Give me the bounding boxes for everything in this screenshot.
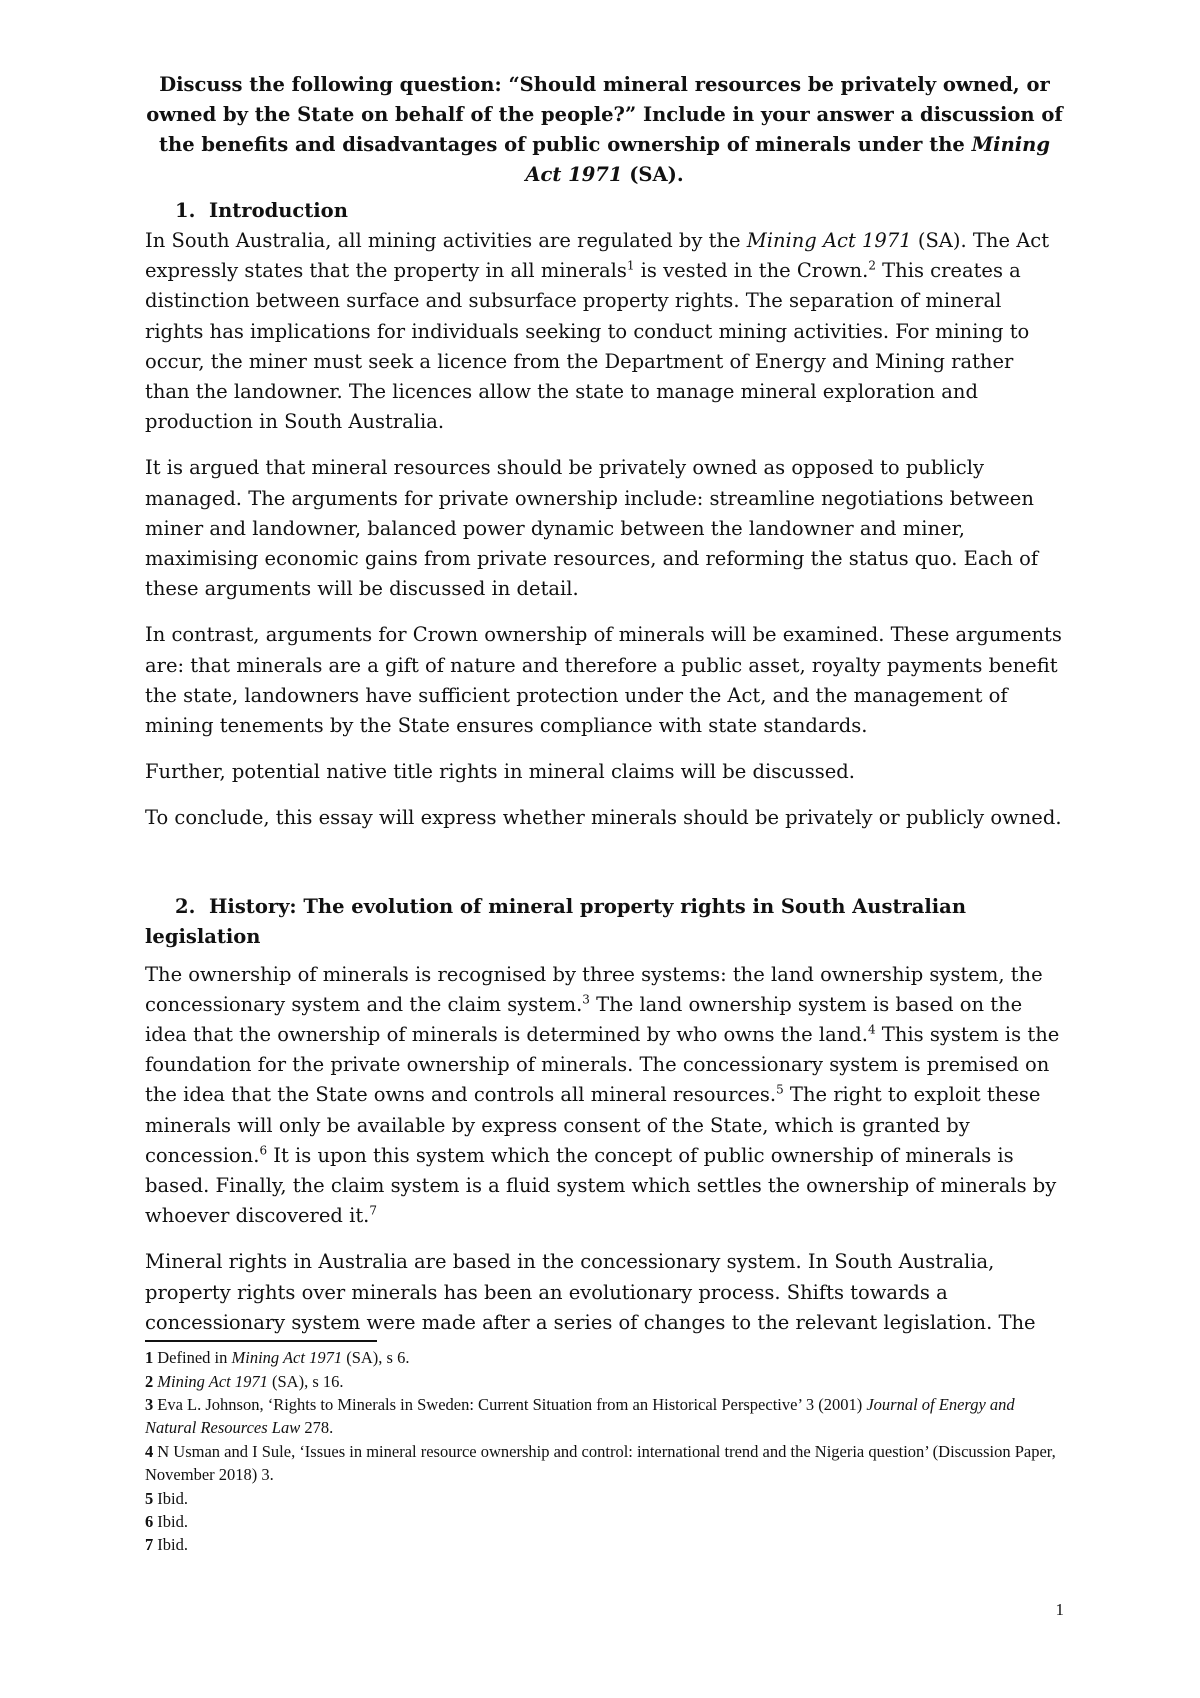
footnote-ref-6[interactable]: 6 (259, 1143, 268, 1158)
text-run: The land ownership system is based on the idea that the ownership of minerals is determined by who owns the land. (145, 992, 1023, 1047)
footnote-4 (145, 1440, 1064, 1487)
section-2-heading (145, 892, 1064, 952)
section-1-heading (145, 196, 1064, 226)
footnote-6 (145, 1510, 1064, 1533)
title-text: Discuss the following question: “Should mineral resources be privately owned, or owned by the State on behalf of the people?” Include in your answer a discussion of the benefits and disadvantages of public ownership of minerals under the (146, 73, 1063, 156)
intro-paragraph-5: To conclude, this essay will express whether minerals should be privately or publicly owned. (145, 806, 1062, 830)
intro-paragraph-3: In contrast, arguments for Crown ownership of minerals will be examined. These arguments are: that minerals are a gift of nature and therefore a public asset, royalty payments benefit the state, landowners have sufficient protection under the Act, and the management of mining tenements by the State ensures compliance with state standards. (145, 623, 1062, 738)
intro-paragraph-4: Further, potential native title rights in mineral claims will be discussed. (145, 760, 855, 784)
text-run: Defined in (157, 1348, 232, 1368)
footnote-ref-4[interactable]: 4 (867, 1022, 876, 1037)
page-number: 1 (1055, 1600, 1064, 1619)
section-1-number: 1. (175, 199, 196, 222)
journal-name: Journal of Energy and Natural Resources Law (145, 1394, 1015, 1438)
footnote-separator (145, 1340, 377, 1342)
footnote-2 (145, 1370, 1064, 1393)
footnote-3 (145, 1393, 1064, 1440)
text-run: N Usman and I Sule, ‘Issues in mineral resource ownership and control: international trend and the Nigeria question’ (Discussion Paper, November 2018) 3. (145, 1441, 1056, 1485)
footnote-ref-2[interactable]: 2 (868, 258, 876, 273)
text-run: In South Australia, all mining activities are regulated by the (145, 229, 747, 252)
footnote-number: 6 (145, 1511, 154, 1531)
history-paragraph-2: Mineral rights in Australia are based in the concessionary system. In South Australia, property rights over minerals has been an evolutionary process. Shifts towards a concessionary system were made after a series of changes to the relevant legislation. The (145, 1250, 1036, 1334)
section-1-heading-text: Introduction (209, 199, 348, 222)
text-run: Ibid. (157, 1488, 188, 1508)
text-run: 278. (300, 1418, 334, 1438)
text-run: is vested in the Crown. (634, 259, 869, 283)
act-name: Mining Act 1971 (231, 1348, 343, 1368)
text-run: (SA), s 16. (267, 1371, 344, 1391)
footnote-number: 2 (145, 1371, 154, 1391)
footnote-1 (145, 1346, 1064, 1369)
footnote-number: 5 (145, 1488, 154, 1508)
text-run: (SA). The Act expressly states that the property in all minerals (145, 229, 1050, 283)
text-run: The ownership of minerals is recognised by three systems: the land ownership system, the concessionary system and the claim system. (145, 962, 1043, 1016)
text-run: Eva L. Johnson, ‘Rights to Minerals in Sweden: Current Situation from an Historical Perspective’ 3 (2001) (157, 1394, 867, 1414)
act-name: Mining Act 1971 (157, 1371, 268, 1391)
footnote-number: 3 (145, 1394, 154, 1414)
footnote-ref-3[interactable]: 3 (582, 992, 590, 1007)
footnote-5 (145, 1487, 1064, 1510)
title-tail: (SA). (622, 163, 684, 186)
text-run: Ibid. (157, 1511, 188, 1531)
footnote-7 (145, 1533, 1064, 1556)
text-run: It is upon this system which the concept of public ownership of minerals is based. Finally, the claim system is a fluid system which settles the ownership of minerals by whoever discovered it. (145, 1143, 1057, 1228)
intro-paragraph-2: It is argued that mineral resources should be privately owned as opposed to publicly managed. The arguments for private ownership include: streamline negotiations between miner and landowner, balanced power dynamic between the landowner and miner, maximising economic gains from private resources, and reforming the status quo. Each of these arguments will be discussed in detail. (145, 456, 1039, 601)
footnote-ref-5[interactable]: 5 (776, 1082, 784, 1097)
footnote-ref-1[interactable]: 1 (626, 258, 635, 273)
text-run: (SA), s 6. (342, 1348, 410, 1368)
act-name: Mining Act 1971 (746, 229, 912, 252)
footnotes (145, 1346, 1064, 1557)
essay-question-title (145, 70, 1064, 190)
text-run: The right to exploit these minerals will only be available by express consent of the State, which is granted by concession. (145, 1083, 1041, 1167)
text-run: This creates a distinction between surface and subsurface property rights. The separation of mineral rights has implications for individuals seeking to conduct mining activities. For mining to occur, the miner must seek a licence from the Department of Energy and Mining rather than the landowner. The licences allow the state to manage mineral exploration and production in South Australia. (145, 259, 1030, 434)
section-2-number: 2. (175, 894, 196, 918)
footnote-ref-7[interactable]: 7 (369, 1203, 378, 1218)
text-run: This system is the foundation for the private ownership of minerals. The concessionary system is premised on the idea that the State owns and controls all mineral resources. (145, 1023, 1060, 1107)
footnote-number: 7 (145, 1535, 154, 1555)
section-2-heading-text: History: The evolution of mineral property rights in South Australian legislation (145, 894, 966, 948)
footnote-number: 1 (145, 1348, 154, 1368)
history-paragraph-1 (145, 960, 1064, 1232)
text-run: Ibid. (157, 1535, 188, 1555)
title-act-name: Mining Act 1971 (525, 133, 1050, 186)
intro-paragraph-1 (145, 226, 1064, 437)
footnote-number: 4 (145, 1441, 154, 1461)
